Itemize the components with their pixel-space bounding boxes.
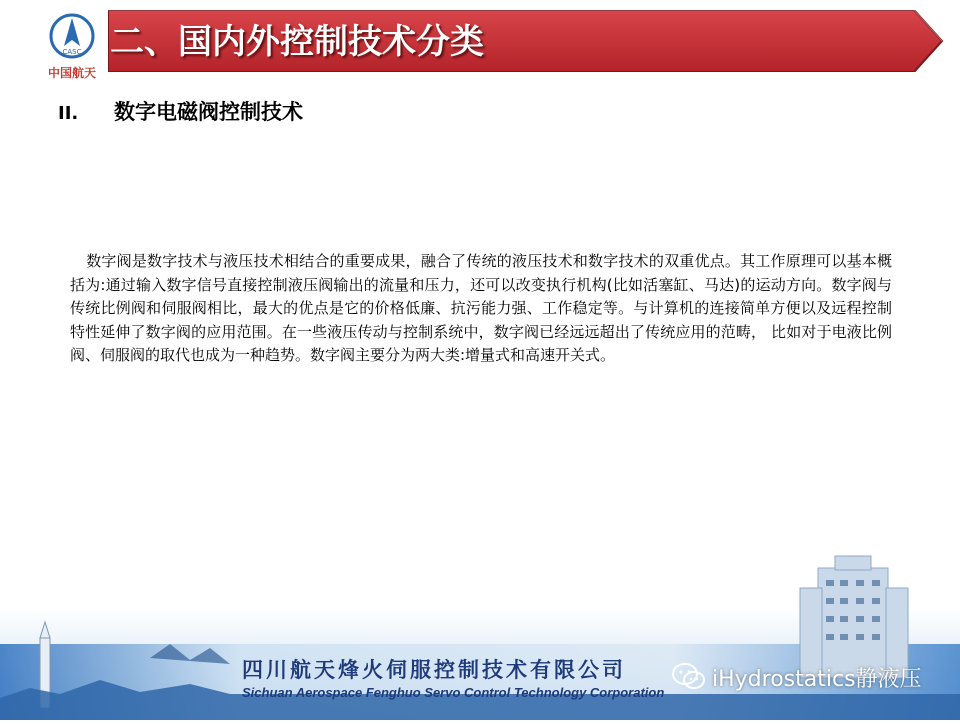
section-number: II. <box>58 103 79 124</box>
svg-text:CASC: CASC <box>62 48 82 56</box>
wechat-icon <box>672 662 706 692</box>
company-name-cn: 四川航天烽火伺服控制技术有限公司 <box>242 658 626 682</box>
casc-logo <box>40 12 104 84</box>
casc-emblem-icon <box>40 12 104 64</box>
page-title: 二、国内外控制技术分类 <box>110 22 484 62</box>
section-title: 数字电磁阀控制技术 <box>114 100 303 124</box>
body-paragraph <box>70 250 892 368</box>
section-heading <box>58 96 303 126</box>
brand-name: 中国航天 <box>47 66 96 80</box>
paragraph-text: 数字阀是数字技术与液压技术相结合的重要成果，融合了传统的液压技术和数字技术的双重优点。其工作原理可以基本概括为:通过输入数字信号直接控制液压阀输出的流量和压力，还可以改变执行机构(比如活塞缸、马达)的运动方向。数字阀与传统比例阀和伺服阀相比，最大的优点是它的价格低廉、抗污能力强、工作稳定等。与计算机的连接简单方便以及远程控制特性延伸了数字阀的应用范围。在一些液压传动与控制系统中，数字阀已经远远超出了传统应用的范畴， 比如对于电液比例阀、伺服阀的取代也成为一种趋势。数字阀主要分为两大类:增量式和高速开关式。 <box>70 252 892 364</box>
company-name-en: Sichuan Aerospace Fenghuo Servo Control Technology Corporation <box>242 685 665 700</box>
watermark-text: iHydrostatics静液压 <box>712 666 922 692</box>
watermark <box>672 659 922 695</box>
